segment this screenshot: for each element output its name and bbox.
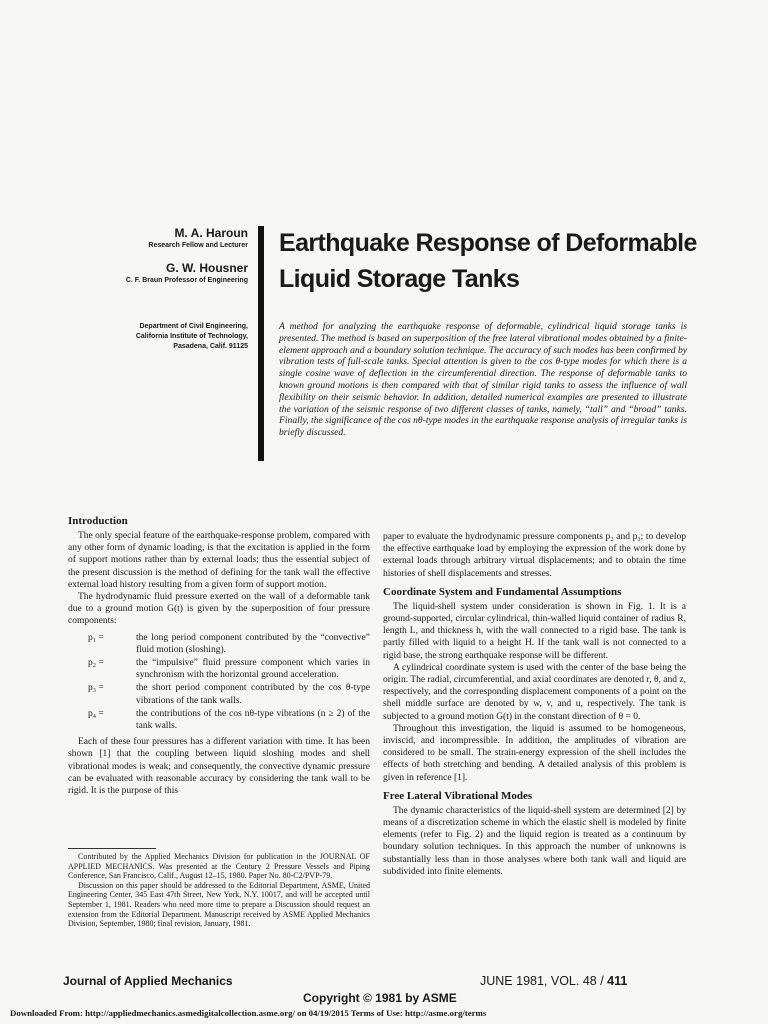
- journal-name: Journal of Applied Mechanics: [63, 974, 233, 988]
- paragraph: The hydrodynamic fluid pressure exerted on the wall of a deformable tank due to a ground motion G(t) is given by the superposition of four pressure components:: [68, 592, 370, 627]
- definition-text: the “impulsive” fluid pressure component which varies in synchronism with the horizontal ground acceleration.: [136, 658, 370, 681]
- paragraph: The dynamic characteristics of the liquid-shell system are determined [2] by means of a discretization scheme in which the elastic shell is modeled by finite elements (refer to Fig. 2) and the liquid region is treated as a continuum by boundary solution techniques. In this approach the number of unknowns is substantially less than in those analyses where both tank wall and liquid are subdivided into finite elements.: [383, 805, 686, 877]
- author-1: [60, 226, 248, 249]
- section-heading: Coordinate System and Fundamental Assumptions: [383, 585, 622, 598]
- author-role: Research Fellow and Lecturer: [148, 242, 248, 249]
- author-list: [60, 226, 248, 284]
- definition-item: [88, 632, 370, 656]
- definition-symbol: p₃ =: [88, 683, 104, 694]
- paragraph: The liquid-shell system under consideration is shown in Fig. 1. It is a ground-supported, circular cylindrical, thin-walled liquid container of radius R, length L, and thickness h, with the wall connected to a rigid base. The tank is partly filled with liquid to a height H. If the tank wall is not connected to a rigid base, the strong earthquake response will be different.: [383, 601, 686, 661]
- author-role: C. F. Braun Professor of Engineering: [125, 277, 248, 284]
- abstract: A method for analyzing the earthquake response of deformable, cylindrical liquid storage tanks is presented. The method is based on superposition of the free lateral vibrational modes obtained by a finite-element approach and a boundary solution technique. The accuracy of such modes has been confirmed by vibration tests of full-scale tanks. Special attention is given to the cos θ-type modes for which there is a single cosine wave of deflection in the circumferential direction. The response of deformable tanks to known ground motions is then compared with that of similar rigid tanks to assess the influence of wall flexibility on their seismic behavior. In addition, detailed numerical examples are presented to illustrate the variation of the seismic response of two different classes of tanks, namely, “tall” and “broad” tanks. Finally, the significance of the cos nθ-type modes in the earthquake response analysis of irregular tanks is briefly discussed.: [279, 321, 687, 439]
- right-column: [383, 531, 686, 878]
- footnote-divider: [68, 848, 156, 849]
- title-line: Liquid Storage Tanks: [279, 265, 520, 293]
- definition-symbol: p₄ =: [88, 708, 104, 719]
- section-heading: Introduction: [68, 515, 128, 527]
- affiliation-line: Department of Civil Engineering,: [139, 323, 248, 330]
- section-heading: Free Lateral Vibrational Modes: [383, 789, 533, 802]
- author-name: G. W. Housner: [165, 261, 248, 275]
- left-column: [68, 515, 370, 797]
- affiliation: [100, 322, 248, 352]
- definition-text: the contributions of the cos nθ-type vibrations (n ≥ 2) of the tank walls.: [136, 708, 370, 732]
- definition-item: [88, 657, 370, 681]
- paragraph: A cylindrical coordinate system is used with the center of the base being the origin. The radial, circumferential, and axial coordinates are denoted r, θ, and z, respectively, and the corresponding displacement components of a point on the shell middle surface are denoted by w, v, and u, respectively. The tank is subjected to a ground motion G(t) in the constant direction of θ = 0.: [383, 662, 686, 722]
- definition-symbol: p₁ =: [88, 632, 104, 643]
- paragraph: The only special feature of the earthquake-response problem, compared with any other form of dynamic loading, is that the excitation is applied in the form of support motions rather than by external loads; thus the essential subject of the present discussion is the method of defining for the tank wall the effective external load history resulting from a given form of support motion.: [68, 531, 370, 590]
- definition-item: [88, 682, 370, 706]
- affiliation-line: Pasadena, Calif. 91125: [173, 343, 248, 350]
- page-number: 411: [607, 974, 628, 988]
- title-rule: [258, 226, 264, 461]
- definition-text: the short period component contributed by the cos θ-type vibrations of the tank walls.: [136, 683, 370, 706]
- download-notice: Downloaded From: http://appliedmechanics.asmedigitalcollection.asme.org/ on 04/19/2015 Terms of Use: http://asme.org/terms: [10, 1008, 487, 1018]
- author-2: [60, 261, 248, 284]
- issue-label: JUNE 1981, VOL. 48 /: [480, 974, 604, 988]
- footnote-paragraph: Contributed by the Applied Mechanics Division for publication in the JOURNAL OF APPLIED MECHANICS. Was presented at the Century 2 Pressure Vessels and Piping Conference, San Francisco, Calif., August 12–15, 1980. Paper No. 80-C2/PVP-79.: [68, 852, 370, 881]
- paragraph: paper to evaluate the hydrodynamic pressure components p₂ and p₃; to develop the effective earthquake load by employing the expression of the work done by external loads through arbitrary virtual displacements; and to obtain the time histories of shell displacements and stresses.: [383, 532, 686, 579]
- paragraph: Throughout this investigation, the liquid is assumed to be homogeneous, inviscid, and incompressible. In addition, the amplitudes of vibration are considered to be small. The strain-energy expression of the shell includes the effects of both stretching and bending. A detailed analysis of this problem is given in reference [1].: [383, 723, 686, 783]
- paper-title: [279, 225, 719, 297]
- definition-symbol: p₂ =: [88, 658, 104, 669]
- footnote: [68, 852, 370, 929]
- author-name: M. A. Haroun: [174, 226, 248, 240]
- footnote-paragraph: Discussion on this paper should be addressed to the Editorial Department, ASME, United Engineering Center, 345 East 47th Street, New York, N.Y. 10017, and will be accepted until September 1, 1981. Readers who need more time to prepare a Discussion should request an extension from the Editorial Department. Manuscript received by ASME Applied Mechanics Division, September, 1980; final revision, January, 1981.: [68, 880, 370, 929]
- issue-info: [480, 974, 627, 988]
- definition-item: [88, 708, 370, 732]
- pressure-definitions: [88, 632, 370, 733]
- paragraph: Each of these four pressures has a different variation with time. It has been shown [1] that the coupling between liquid sloshing modes and shell vibrational modes is weak; and consequently, the convective dynamic pressure can be evaluated with reasonable accuracy by considering the tank wall to be rigid. It is the purpose of this: [68, 737, 370, 797]
- title-line: Earthquake Response of Deformable: [279, 229, 697, 257]
- affiliation-line: California Institute of Technology,: [135, 333, 248, 340]
- copyright: Copyright © 1981 by ASME: [303, 991, 457, 1005]
- definition-text: the long period component contributed by the “convective” fluid motion (sloshing).: [136, 632, 370, 655]
